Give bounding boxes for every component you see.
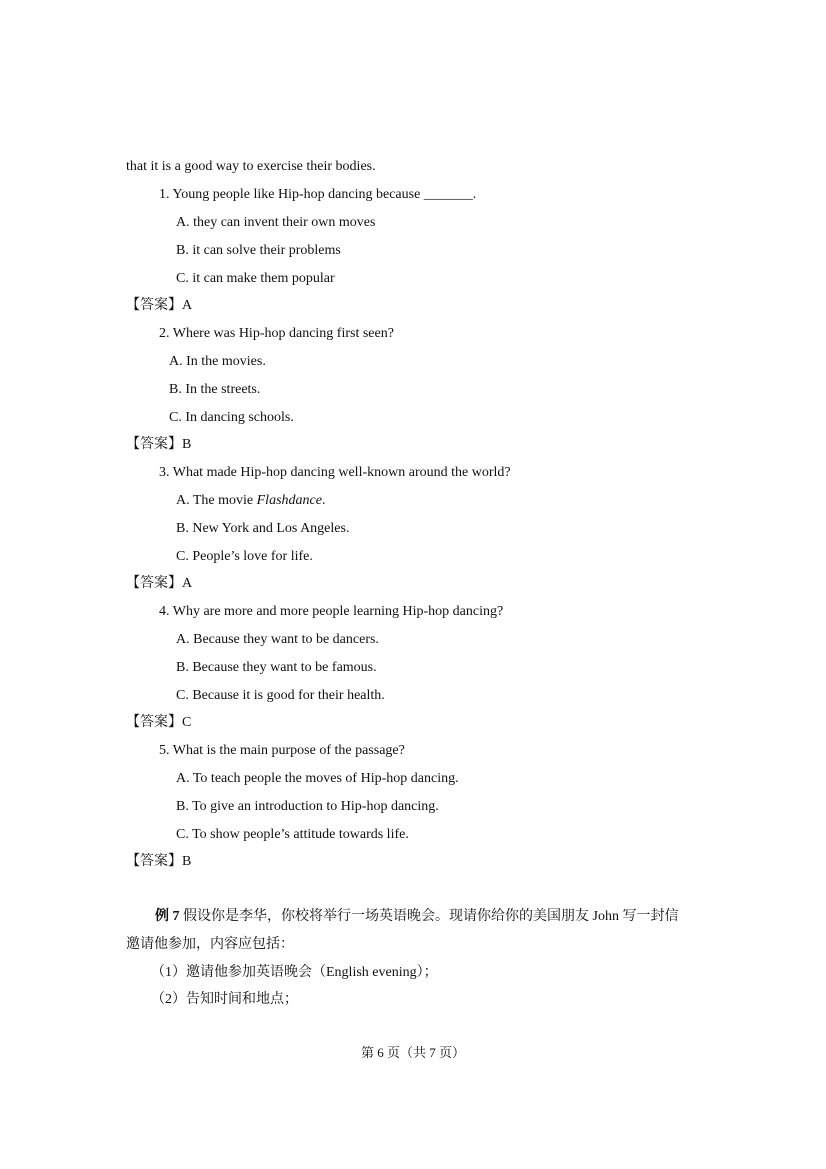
option-a-prefix: A. The movie (176, 493, 257, 508)
question-3-stem: 3. What made Hip-hop dancing well-known around the world? (159, 465, 511, 480)
question-2-option-b: B. In the streets. (169, 382, 261, 397)
example-7-label: 例 7 (155, 909, 180, 924)
question-1-stem: 1. Young people like Hip-hop dancing because _______. (159, 187, 477, 202)
question-1-option-a: A. they can invent their own moves (176, 215, 376, 230)
question-4-option-c: C. Because it is good for their health. (176, 688, 385, 703)
passage-last-line: that it is a good way to exercise their bodies. (126, 159, 376, 174)
question-3-option-b: B. New York and Los Angeles. (176, 521, 350, 536)
question-5-option-c: C. To show people’s attitude towards life. (176, 827, 409, 842)
movie-title: Flashdance (256, 493, 322, 508)
example-7-line-2: 邀请他参加，内容应包括： (126, 937, 294, 952)
question-5-option-b: B. To give an introduction to Hip-hop dancing. (176, 799, 439, 814)
question-4-option-a: A. Because they want to be dancers. (176, 632, 379, 647)
question-1-option-c: C. it can make them popular (176, 271, 335, 286)
question-5-stem: 5. What is the main purpose of the passage? (159, 743, 405, 758)
question-3-option-a (176, 492, 325, 510)
question-5-option-a: A. To teach people the moves of Hip-hop dancing. (176, 771, 459, 786)
example-7-text: 假设你是李华，你校将举行一场英语晚会。现请你给你的美国朋友 John 写一封信 (179, 909, 679, 924)
question-2-option-a: A. In the movies. (169, 354, 266, 369)
question-4-answer: 【答案】C (126, 715, 192, 730)
question-2-answer: 【答案】B (126, 437, 192, 452)
question-3-option-c: C. People’s love for life. (176, 549, 313, 564)
question-2-stem: 2. Where was Hip-hop dancing first seen? (159, 326, 394, 341)
question-4-stem: 4. Why are more and more people learning Hip-hop dancing? (159, 604, 504, 619)
example-7-item-1: （1）邀请他参加英语晚会（English evening）； (151, 965, 438, 980)
example-7-item-2: （2）告知时间和地点； (151, 992, 298, 1007)
option-a-suffix: . (321, 493, 326, 508)
question-2-option-c: C. In dancing schools. (169, 410, 294, 425)
page-footer: 第 6 页（共 7 页） (360, 1045, 465, 1060)
question-1-answer: 【答案】A (126, 298, 193, 313)
example-7-line-1 (155, 908, 678, 926)
question-5-answer: 【答案】B (126, 854, 192, 869)
question-4-option-b: B. Because they want to be famous. (176, 660, 377, 675)
question-1-option-b: B. it can solve their problems (176, 243, 341, 258)
question-3-answer: 【答案】A (126, 576, 193, 591)
